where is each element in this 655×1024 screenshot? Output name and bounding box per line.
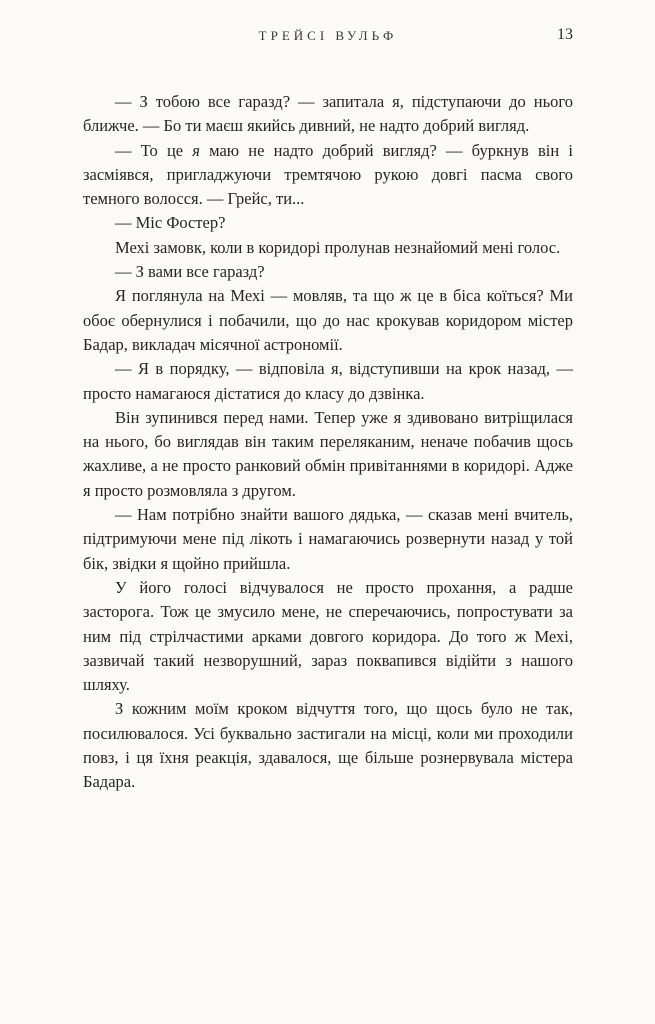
text-segment: Він зупинився перед нами. Тепер уже я здивовано витріщилася на нього, бо виглядав він таким переляканим, неначе побачив щось жахливе, а не просто ранковий обмін привітаннями в коридорі. Адже я просто розмовляла з другом. bbox=[83, 407, 573, 500]
text-segment: — Я в порядку, — відповіла я, відступивши на крок назад, — просто намагаюся дістатися до класу до дзвінка. bbox=[83, 359, 573, 403]
author-running-title: ТРЕЙСІ ВУЛЬФ bbox=[258, 28, 398, 43]
paragraph bbox=[83, 236, 573, 260]
text-segment: — З тобою все гаразд? — запитала я, підступаючи до нього ближче. — Бо ти маєш якийсь дивний, не надто добрий вигляд. bbox=[83, 92, 573, 136]
paragraph bbox=[83, 139, 573, 212]
paragraph bbox=[83, 697, 573, 794]
text-segment: Я поглянула на Мехі — мовляв, та що ж це в біса коїться? Ми обоє обернулися і побачили, що до нас крокував коридором містер Бадар, викладач місячної астрономії. bbox=[83, 286, 573, 354]
text-segment: — З вами все гаразд? bbox=[115, 262, 265, 282]
paragraph bbox=[83, 503, 573, 576]
page-body bbox=[83, 90, 573, 795]
paragraph bbox=[83, 211, 573, 235]
paragraph bbox=[83, 406, 573, 503]
paragraph bbox=[83, 576, 573, 697]
text-segment: У його голосі відчувалося не просто прохання, а радше засторога. Тож це змусило мене, не сперечаючись, попростувати за ним під стрілчастими арками довгого коридора. До того ж Мехі, зазвичай такий незворушний, зараз поквапився відійти з нашого шляху. bbox=[83, 577, 573, 695]
paragraph bbox=[83, 260, 573, 284]
emphasized-text: я bbox=[192, 140, 200, 160]
text-segment: — Нам потрібно знайти вашого дядька, — сказав мені вчитель, підтримуючи мене під лікоть і намагаючись розвернути назад у той бік, звідки я щойно прийшла. bbox=[83, 505, 573, 573]
page-number: 13 bbox=[557, 26, 573, 43]
paragraph bbox=[83, 90, 573, 139]
paragraph bbox=[83, 357, 573, 406]
text-segment: — То це bbox=[115, 140, 193, 160]
paragraph bbox=[83, 284, 573, 357]
text-segment: маю не надто добрий вигляд? — буркнув він і засміявся, пригладжуючи тремтячою рукою довгі пасма свого темного волосся. — Грейс, ти... bbox=[83, 140, 573, 209]
text-segment: — Міс Фостер? bbox=[115, 213, 226, 233]
text-segment: З кожним моїм кроком відчуття того, що щось було не так, посилювалося. Усі буквально застигали на місці, коли ми проходили повз, і ця їхня реакція, здавалося, ще більше рознервувала містера Бадара. bbox=[83, 699, 573, 792]
running-header bbox=[83, 28, 573, 50]
text-segment: Мехі замовк, коли в коридорі пролунав незнайомий мені голос. bbox=[115, 237, 561, 257]
